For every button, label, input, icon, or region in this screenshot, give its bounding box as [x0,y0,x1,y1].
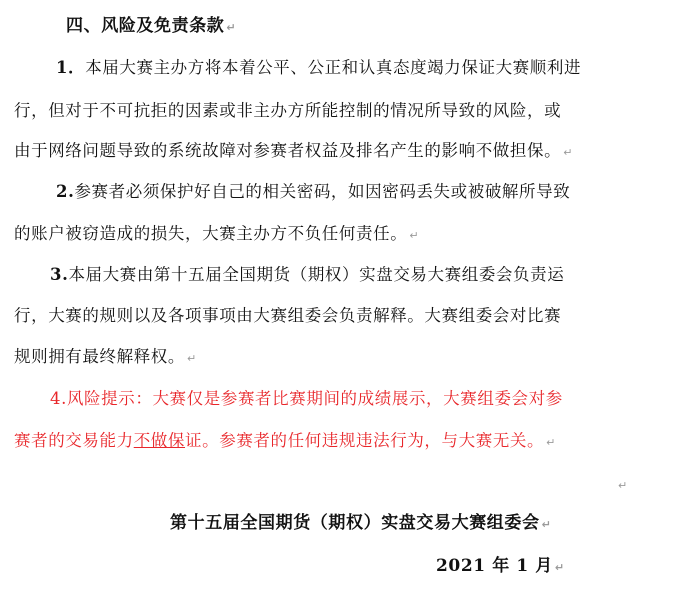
clause-3-text-1: 本届大赛由第十五届全国期货（期权）实盘交易大赛组委会负责运 [68,265,565,284]
paragraph-mark-icon: ↵ [554,561,565,574]
clause-3-text-3: 规则拥有最终解释权。 [14,347,185,366]
clause-1-text-3: 由于网络问题导致的系统故障对参赛者权益及排名产生的影响不做担保。 [14,141,562,160]
clause-4-text-1: 风险提示：大赛仅是参赛者比赛期间的成绩展示，大赛组委会对参 [66,389,563,408]
signature-date-text: 2021 年 1 月 [436,556,553,576]
signature-organization [170,512,551,536]
clause-4-line-1 [50,388,563,410]
section-heading [66,15,236,39]
clause-2-line-2 [14,223,419,247]
clause-2-number: 2. [56,182,75,201]
clause-4-underlined-text: 不做保 [133,431,186,450]
clause-2-line-1 [56,181,570,203]
clause-1-line-3 [14,140,572,164]
clause-2-text-2: 的账户被窃造成的损失，大赛主办方不负任何责任。 [14,224,408,243]
clause-3-number: 3. [50,265,69,284]
paragraph-mark-icon: ↵ [409,229,419,242]
paragraph-mark-icon: ↵ [541,518,551,531]
paragraph-mark-icon: ↵ [546,436,556,449]
paragraph-mark-icon: ↵ [187,352,197,365]
clause-1-line-2 [14,100,561,122]
clause-3-line-1 [50,264,564,286]
clause-1-text-1: 本届大赛主办方将本着公平、公正和认真态度竭力保证大赛顺利进 [85,58,582,77]
clause-4-line-2 [14,430,555,454]
clause-4-text-2b: 证。参赛者的任何违规违法行为，与大赛无关。 [185,431,545,450]
paragraph-mark-icon: ↵ [226,21,236,34]
clause-4-number: 4. [50,389,67,408]
clause-1-number: 1． [56,58,86,77]
signature-organization-text: 第十五届全国期货（期权）实盘交易大赛组委会 [170,513,540,533]
clause-3-text-2: 行，大赛的规则以及各项事项由大赛组委会负责解释。大赛组委会对比赛 [14,306,562,325]
clause-4-text-2a: 赛者的交易能力 [14,431,134,450]
clause-3-line-3 [14,346,196,370]
paragraph-mark-icon: ↵ [563,146,573,159]
signature-date [436,555,564,579]
clause-2-text-1: 参赛者必须保护好自己的相关密码，如因密码丢失或被破解所导致 [74,182,571,201]
empty-paragraph-mark-icon: ↵ [618,479,628,492]
clause-1-line-1 [56,57,581,79]
section-heading-text: 四、风险及免责条款 [66,16,225,36]
clause-1-text-2: 行，但对于不可抗拒的因素或非主办方所能控制的情况所导致的风险，或 [14,101,562,120]
clause-3-line-2 [14,305,561,327]
